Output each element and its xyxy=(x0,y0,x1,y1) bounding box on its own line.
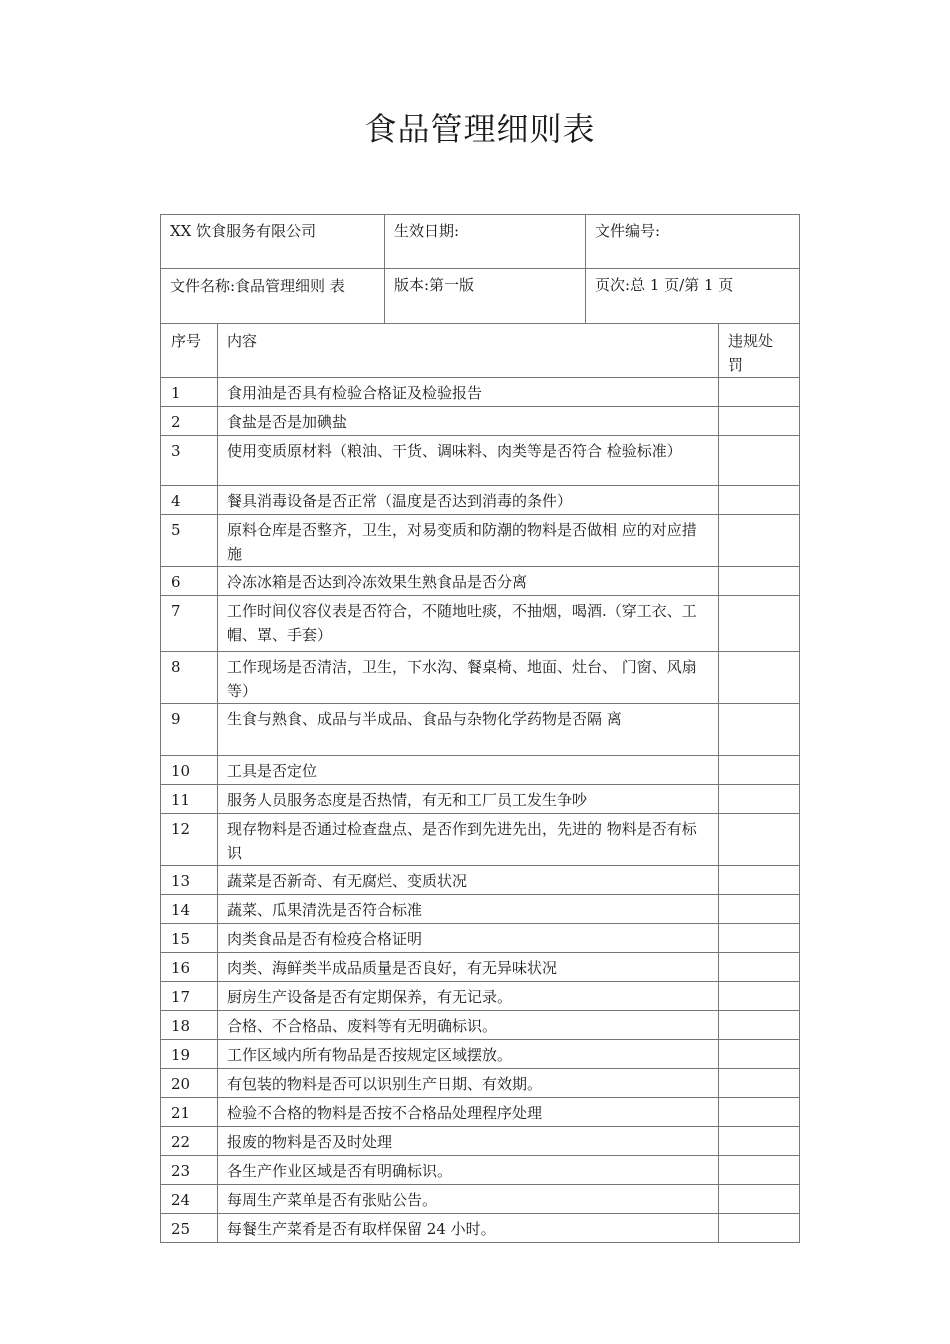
row-content: 食用油是否具有检验合格证及检验报告 xyxy=(218,378,719,407)
row-penalty xyxy=(719,1185,800,1214)
table-row xyxy=(161,652,800,704)
row-penalty xyxy=(719,814,800,866)
table-row xyxy=(161,953,800,982)
row-content: 使用变质原材料（粮油、干货、调味料、肉类等是否符合 检验标准） xyxy=(218,436,719,486)
table-row xyxy=(161,1011,800,1040)
row-content: 冷冻冰箱是否达到冷冻效果生熟食品是否分离 xyxy=(218,567,719,596)
row-number: 1 xyxy=(161,378,218,407)
row-number: 18 xyxy=(161,1011,218,1040)
row-number: 3 xyxy=(161,436,218,486)
table-row xyxy=(161,1069,800,1098)
row-number: 2 xyxy=(161,407,218,436)
table-row xyxy=(161,486,800,515)
row-number: 14 xyxy=(161,895,218,924)
row-penalty xyxy=(719,407,800,436)
row-content: 工具是否定位 xyxy=(218,756,719,785)
row-penalty xyxy=(719,567,800,596)
row-number: 25 xyxy=(161,1214,218,1243)
row-content: 蔬菜、瓜果清洗是否符合标准 xyxy=(218,895,719,924)
row-penalty xyxy=(719,1040,800,1069)
row-content: 每周生产菜单是否有张贴公告。 xyxy=(218,1185,719,1214)
row-penalty xyxy=(719,982,800,1011)
row-content: 食盐是否是加碘盐 xyxy=(218,407,719,436)
table-row xyxy=(161,407,800,436)
row-number: 12 xyxy=(161,814,218,866)
row-penalty xyxy=(719,436,800,486)
row-penalty xyxy=(719,953,800,982)
column-header-no: 序号 xyxy=(161,324,218,378)
row-number: 7 xyxy=(161,596,218,652)
row-number: 15 xyxy=(161,924,218,953)
row-content: 肉类、海鲜类半成品质量是否良好，有无异味状况 xyxy=(218,953,719,982)
row-number: 24 xyxy=(161,1185,218,1214)
column-header-row xyxy=(161,324,800,378)
row-number: 17 xyxy=(161,982,218,1011)
document-header-table xyxy=(160,214,800,324)
row-number: 5 xyxy=(161,515,218,567)
row-content: 各生产作业区域是否有明确标识。 xyxy=(218,1156,719,1185)
table-row xyxy=(161,515,800,567)
row-number: 16 xyxy=(161,953,218,982)
row-number: 10 xyxy=(161,756,218,785)
row-penalty xyxy=(719,596,800,652)
row-content: 工作区域内所有物品是否按规定区域摆放。 xyxy=(218,1040,719,1069)
row-penalty xyxy=(719,1127,800,1156)
version-label: 版本:第一版 xyxy=(385,269,586,324)
table-row xyxy=(161,1098,800,1127)
document-title: 食品管理细则表 xyxy=(364,110,596,148)
row-penalty xyxy=(719,785,800,814)
table-row xyxy=(161,1214,800,1243)
row-penalty xyxy=(719,1011,800,1040)
row-content: 厨房生产设备是否有定期保养，有无记录。 xyxy=(218,982,719,1011)
row-content: 原料仓库是否整齐，卫生，对易变质和防潮的物料是否做相 应的对应措施 xyxy=(218,515,719,567)
row-number: 4 xyxy=(161,486,218,515)
table-row xyxy=(161,596,800,652)
row-content: 报废的物料是否及时处理 xyxy=(218,1127,719,1156)
row-content: 工作时间仪容仪表是否符合，不随地吐痰，不抽烟，喝酒.（穿工衣、工帽、罩、手套） xyxy=(218,596,719,652)
row-number: 8 xyxy=(161,652,218,704)
row-content: 餐具消毒设备是否正常（温度是否达到消毒的条件） xyxy=(218,486,719,515)
row-number: 6 xyxy=(161,567,218,596)
row-penalty xyxy=(719,378,800,407)
row-penalty xyxy=(719,895,800,924)
row-penalty xyxy=(719,1214,800,1243)
table-row xyxy=(161,567,800,596)
row-penalty xyxy=(719,652,800,704)
column-header-content: 内容 xyxy=(218,324,719,378)
inspection-table xyxy=(160,323,800,1243)
row-content: 每餐生产菜肴是否有取样保留 24 小时。 xyxy=(218,1214,719,1243)
row-number: 13 xyxy=(161,866,218,895)
row-penalty xyxy=(719,515,800,567)
row-number: 19 xyxy=(161,1040,218,1069)
doc-number-label: 文件编号: xyxy=(586,215,800,269)
row-number: 11 xyxy=(161,785,218,814)
table-row xyxy=(161,378,800,407)
row-content: 生食与熟食、成品与半成品、食品与杂物化学药物是否隔 离 xyxy=(218,704,719,756)
row-number: 22 xyxy=(161,1127,218,1156)
table-row xyxy=(161,1185,800,1214)
table-row xyxy=(161,1040,800,1069)
doc-name-label: 文件名称:食品管理细则 表 xyxy=(161,269,385,324)
table-row xyxy=(161,1156,800,1185)
page-label: 页次:总 1 页/第 1 页 xyxy=(586,269,800,324)
row-number: 21 xyxy=(161,1098,218,1127)
header-row-2 xyxy=(161,269,800,324)
table-row xyxy=(161,1127,800,1156)
row-number: 23 xyxy=(161,1156,218,1185)
header-row-1 xyxy=(161,215,800,269)
table-row xyxy=(161,895,800,924)
effective-date-label: 生效日期: xyxy=(385,215,586,269)
row-content: 工作现场是否清洁，卫生，下水沟、餐桌椅、地面、灶台、 门窗、风扇等） xyxy=(218,652,719,704)
table-row xyxy=(161,866,800,895)
company-name: XX 饮食服务有限公司 xyxy=(161,215,385,269)
row-number: 9 xyxy=(161,704,218,756)
table-row xyxy=(161,756,800,785)
table-row xyxy=(161,982,800,1011)
row-content: 现存物料是否通过检查盘点、是否作到先进先出，先进的 物料是否有标识 xyxy=(218,814,719,866)
row-content: 合格、不合格品、废料等有无明确标识。 xyxy=(218,1011,719,1040)
row-penalty xyxy=(719,1156,800,1185)
row-penalty xyxy=(719,924,800,953)
row-content: 检验不合格的物料是否按不合格品处理程序处理 xyxy=(218,1098,719,1127)
row-content: 服务人员服务态度是否热情，有无和工厂员工发生争吵 xyxy=(218,785,719,814)
table-row xyxy=(161,814,800,866)
row-content: 有包装的物料是否可以识别生产日期、有效期。 xyxy=(218,1069,719,1098)
row-penalty xyxy=(719,1098,800,1127)
row-penalty xyxy=(719,486,800,515)
row-number: 20 xyxy=(161,1069,218,1098)
table-row xyxy=(161,924,800,953)
table-row xyxy=(161,436,800,486)
row-penalty xyxy=(719,1069,800,1098)
table-row xyxy=(161,704,800,756)
row-penalty xyxy=(719,704,800,756)
row-penalty xyxy=(719,866,800,895)
row-content: 蔬菜是否新奇、有无腐烂、变质状况 xyxy=(218,866,719,895)
row-penalty xyxy=(719,756,800,785)
row-content: 肉类食品是否有检疫合格证明 xyxy=(218,924,719,953)
table-row xyxy=(161,785,800,814)
column-header-penalty: 违规处 罚 xyxy=(719,324,800,378)
